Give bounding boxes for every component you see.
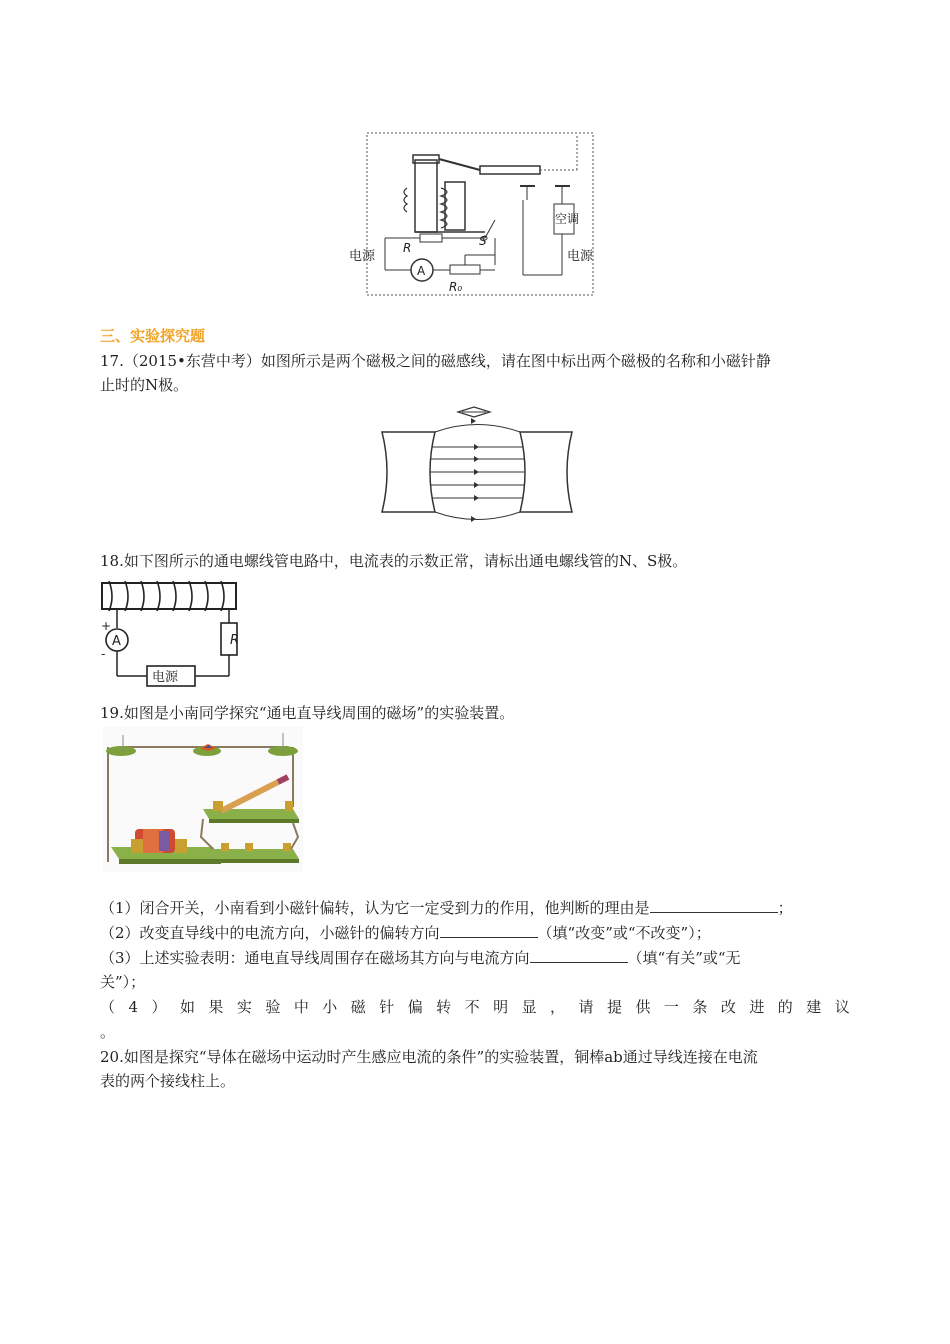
q19-part2 (100, 922, 711, 944)
q19-part1-text: （1）闭合开关，小南看到小磁针偏转，认为它一定受到力的作用，他判断的理由是 (100, 899, 650, 917)
q18-source-label: 电源 (152, 670, 179, 685)
q19-part4-char: 议 (834, 998, 850, 1016)
q17-line1: 17.（2015•东营中考）如图所示是两个磁极之间的磁感线，请在图中标出两个磁极的名称和小磁针静 (100, 352, 771, 370)
q19-part4-char: 显 (521, 998, 537, 1016)
q19-part4-char: 如 (179, 998, 195, 1016)
q19-part2-text: （2）改变直导线中的电流方向，小磁针的偏转方向 (100, 924, 440, 942)
q19-part4-char: 供 (635, 998, 651, 1016)
q19-part4-char: 的 (777, 998, 793, 1016)
magnetic-field-figure (380, 402, 574, 522)
resistor-r-label: R (403, 241, 412, 255)
q18-ammeter-label: A (112, 634, 121, 649)
q19-part4-char: 果 (208, 998, 224, 1016)
q18-resistor-label: R (229, 633, 239, 648)
q19-part4-char: 实 (236, 998, 252, 1016)
q19-part1 (100, 897, 793, 919)
q19-part3-end: （填“有关”或“无 (627, 949, 741, 967)
q19-part4-char: 进 (749, 998, 765, 1016)
q19-part3-line2: 关”）； (100, 973, 146, 991)
q18-plus-label: + (101, 619, 112, 633)
q19-part4-char: 建 (806, 998, 822, 1016)
q19-part4 (100, 996, 850, 1018)
q19-part4-char: 请 (578, 998, 594, 1016)
q20-line2: 表的两个接线柱上。 (100, 1072, 236, 1090)
q19-part4-char: 提 (606, 998, 622, 1016)
q19-part3-text: （3）上述实验表明：通电直导线周围存在磁场其方向与电流方向 (100, 949, 530, 967)
q19-part4-char: 不 (464, 998, 480, 1016)
q19-part4-char: 中 (293, 998, 309, 1016)
q19-part4-char: 改 (720, 998, 736, 1016)
q19-part4-char: 4 (128, 998, 139, 1016)
q19-part4-char: ） (151, 998, 167, 1016)
relay-circuit-figure (345, 130, 605, 300)
q19-part4-char: 明 (493, 998, 509, 1016)
q19-part4-char: 转 (436, 998, 452, 1016)
source-left-label: 电源 (349, 249, 376, 264)
q19-part2-end: （填“改变”或“不改变”）； (537, 924, 711, 942)
q19-part4-char: 小 (322, 998, 338, 1016)
q19-text: 19.如图是小南同学探究“通电直导线周围的磁场”的实验装置。 (100, 704, 515, 722)
q19-part1-answer-blank[interactable] (650, 897, 778, 913)
q19-part4-char: ， (550, 998, 566, 1016)
ac-label: 空调 (555, 212, 580, 226)
q19-part4-char: 针 (379, 998, 395, 1016)
q19-part4-char: 偏 (407, 998, 423, 1016)
switch-s-label: S (479, 234, 487, 248)
q19-part3-answer-blank[interactable] (530, 947, 628, 963)
straight-wire-apparatus-figure (103, 727, 303, 872)
q19-part3 (100, 947, 741, 969)
source-right-label: 电源 (567, 249, 594, 264)
rheostat-r0-label: R₀ (449, 280, 463, 294)
q19-part4-char: 磁 (350, 998, 366, 1016)
q19-part1-end: ； (777, 899, 793, 917)
q18-minus-label: - (101, 647, 106, 661)
q19-part4-char: （ (100, 998, 116, 1016)
solenoid-circuit-figure (97, 578, 242, 690)
q19-part4-char: 一 (663, 998, 679, 1016)
q19-part2-answer-blank[interactable] (440, 922, 538, 938)
q19-part4-end: 。 (100, 1023, 116, 1041)
q18-text: 18.如下图所示的通电螺线管电路中，电流表的示数正常，请标出通电螺线管的N、S极。 (100, 552, 688, 570)
q19-part4-char: 条 (692, 998, 708, 1016)
q17-line2: 止时的N极。 (100, 376, 189, 394)
q19-part4-char: 验 (265, 998, 281, 1016)
section-heading: 三、实验探究题 (100, 327, 206, 345)
q20-line1: 20.如图是探究“导体在磁场中运动时产生感应电流的条件”的实验装置，铜棒ab通过导线连接在电流 (100, 1048, 758, 1066)
ammeter-label: A (417, 264, 426, 278)
